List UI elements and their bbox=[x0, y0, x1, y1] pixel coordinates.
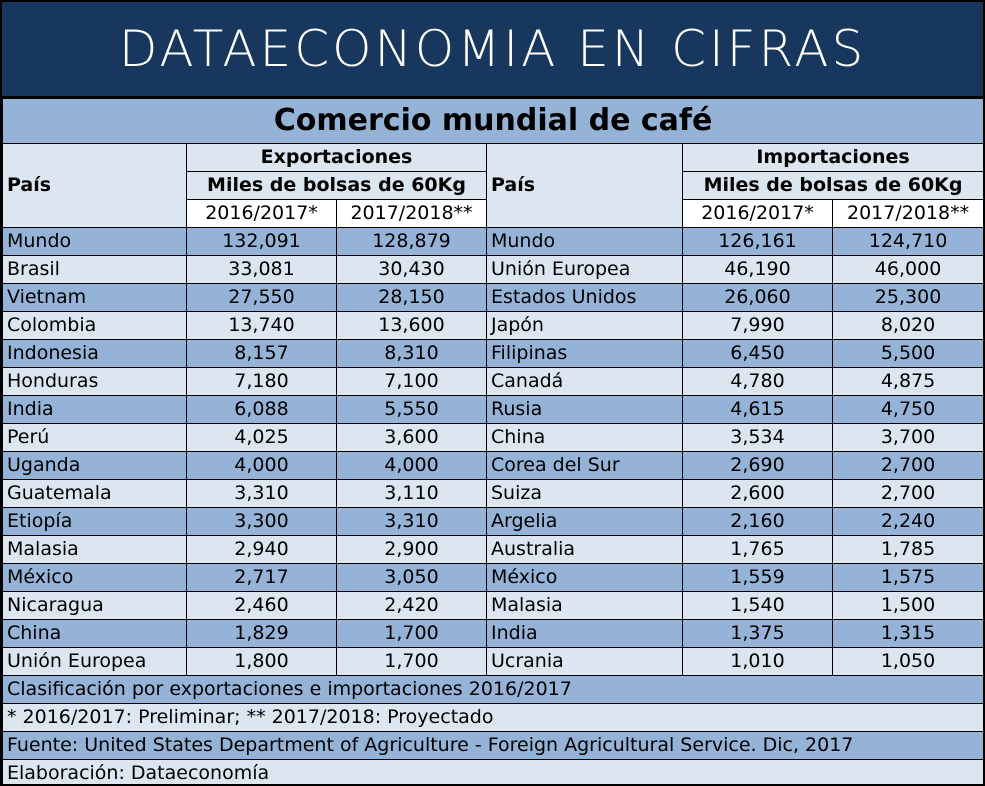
import-2017-cell: 124,710 bbox=[833, 228, 984, 256]
title-row bbox=[3, 99, 984, 144]
export-2017-cell: 30,430 bbox=[337, 256, 487, 284]
export-2017-cell: 3,310 bbox=[337, 508, 487, 536]
import-2017-cell: 1,785 bbox=[833, 536, 984, 564]
exports-unit-header: Miles de bolsas de 60Kg bbox=[187, 172, 487, 200]
export-country-cell: India bbox=[3, 396, 187, 424]
export-2016-cell: 8,157 bbox=[187, 340, 337, 368]
export-2016-cell: 2,460 bbox=[187, 592, 337, 620]
export-2017-cell: 1,700 bbox=[337, 648, 487, 676]
import-country-cell: Canadá bbox=[487, 368, 683, 396]
note-row bbox=[3, 704, 984, 732]
export-2016-cell: 33,081 bbox=[187, 256, 337, 284]
import-country-cell: Mundo bbox=[487, 228, 683, 256]
import-2016-cell: 1,559 bbox=[683, 564, 833, 592]
export-2017-cell: 13,600 bbox=[337, 312, 487, 340]
import-2016-cell: 26,060 bbox=[683, 284, 833, 312]
table-row bbox=[3, 536, 984, 564]
export-2016-cell: 1,829 bbox=[187, 620, 337, 648]
import-2016-cell: 1,540 bbox=[683, 592, 833, 620]
export-2017-cell: 3,110 bbox=[337, 480, 487, 508]
import-country-cell: Ucrania bbox=[487, 648, 683, 676]
export-country-cell: Brasil bbox=[3, 256, 187, 284]
table-row bbox=[3, 564, 984, 592]
export-2016-cell: 2,940 bbox=[187, 536, 337, 564]
export-country-cell: Vietnam bbox=[3, 284, 187, 312]
note-text: Elaboración: Dataeconomía bbox=[3, 760, 984, 786]
coffee-trade-table bbox=[2, 98, 984, 786]
export-2017-cell: 128,879 bbox=[337, 228, 487, 256]
import-2016-cell: 6,450 bbox=[683, 340, 833, 368]
import-2016-cell: 2,160 bbox=[683, 508, 833, 536]
export-2016-cell: 1,800 bbox=[187, 648, 337, 676]
export-2017-cell: 5,550 bbox=[337, 396, 487, 424]
import-2016-cell: 1,765 bbox=[683, 536, 833, 564]
note-row bbox=[3, 760, 984, 786]
import-country-cell: Filipinas bbox=[487, 340, 683, 368]
export-2017-cell: 7,100 bbox=[337, 368, 487, 396]
export-2016-cell: 3,310 bbox=[187, 480, 337, 508]
table-row bbox=[3, 396, 984, 424]
export-2016-cell: 4,000 bbox=[187, 452, 337, 480]
note-row bbox=[3, 676, 984, 704]
export-country-cell: Honduras bbox=[3, 368, 187, 396]
export-2017-cell: 2,900 bbox=[337, 536, 487, 564]
export-2016-cell: 6,088 bbox=[187, 396, 337, 424]
imports-year2-header: 2017/2018** bbox=[833, 200, 984, 228]
import-2016-cell: 126,161 bbox=[683, 228, 833, 256]
import-2016-cell: 2,690 bbox=[683, 452, 833, 480]
export-country-cell: Perú bbox=[3, 424, 187, 452]
table-row bbox=[3, 312, 984, 340]
import-country-cell: México bbox=[487, 564, 683, 592]
import-2016-cell: 2,600 bbox=[683, 480, 833, 508]
import-2017-cell: 1,500 bbox=[833, 592, 984, 620]
import-country-cell: Argelia bbox=[487, 508, 683, 536]
export-2017-cell: 2,420 bbox=[337, 592, 487, 620]
import-country-cell: India bbox=[487, 620, 683, 648]
import-2017-cell: 2,240 bbox=[833, 508, 984, 536]
export-2016-cell: 7,180 bbox=[187, 368, 337, 396]
import-country-cell: Unión Europea bbox=[487, 256, 683, 284]
exports-year1-header: 2016/2017* bbox=[187, 200, 337, 228]
import-2017-cell: 5,500 bbox=[833, 340, 984, 368]
import-2017-cell: 2,700 bbox=[833, 452, 984, 480]
table-row bbox=[3, 340, 984, 368]
table-body bbox=[3, 99, 984, 786]
export-2017-cell: 1,700 bbox=[337, 620, 487, 648]
imports-unit-header: Miles de bolsas de 60Kg bbox=[683, 172, 984, 200]
import-2016-cell: 1,010 bbox=[683, 648, 833, 676]
imports-year1-header: 2016/2017* bbox=[683, 200, 833, 228]
table-row bbox=[3, 424, 984, 452]
import-country-cell: Rusia bbox=[487, 396, 683, 424]
exports-year2-header: 2017/2018** bbox=[337, 200, 487, 228]
export-country-cell: Malasia bbox=[3, 536, 187, 564]
table-row bbox=[3, 452, 984, 480]
import-2017-cell: 1,050 bbox=[833, 648, 984, 676]
table-row bbox=[3, 508, 984, 536]
export-2017-cell: 8,310 bbox=[337, 340, 487, 368]
export-2016-cell: 132,091 bbox=[187, 228, 337, 256]
import-2016-cell: 4,780 bbox=[683, 368, 833, 396]
table-row bbox=[3, 284, 984, 312]
export-country-cell: Etiopía bbox=[3, 508, 187, 536]
import-2017-cell: 46,000 bbox=[833, 256, 984, 284]
note-text: Fuente: United States Department of Agriculture - Foreign Agricultural Service. Dic, 2017 bbox=[3, 732, 984, 760]
export-country-cell: Unión Europea bbox=[3, 648, 187, 676]
export-country-cell: China bbox=[3, 620, 187, 648]
import-2017-cell: 3,700 bbox=[833, 424, 984, 452]
table-row bbox=[3, 368, 984, 396]
table-title: Comercio mundial de café bbox=[3, 99, 984, 144]
export-2016-cell: 3,300 bbox=[187, 508, 337, 536]
table-row bbox=[3, 620, 984, 648]
export-country-cell: Indonesia bbox=[3, 340, 187, 368]
import-2017-cell: 4,750 bbox=[833, 396, 984, 424]
export-2017-cell: 3,050 bbox=[337, 564, 487, 592]
import-2016-cell: 1,375 bbox=[683, 620, 833, 648]
import-2016-cell: 4,615 bbox=[683, 396, 833, 424]
exports-header: Exportaciones bbox=[187, 144, 487, 172]
table-row bbox=[3, 648, 984, 676]
export-2016-cell: 2,717 bbox=[187, 564, 337, 592]
export-country-cell: Uganda bbox=[3, 452, 187, 480]
import-2017-cell: 8,020 bbox=[833, 312, 984, 340]
import-2017-cell: 1,315 bbox=[833, 620, 984, 648]
export-2017-cell: 28,150 bbox=[337, 284, 487, 312]
note-row bbox=[3, 732, 984, 760]
import-country-cell: China bbox=[487, 424, 683, 452]
export-2016-cell: 13,740 bbox=[187, 312, 337, 340]
table-row bbox=[3, 256, 984, 284]
export-country-cell: Nicaragua bbox=[3, 592, 187, 620]
note-text: Clasificación por exportaciones e importaciones 2016/2017 bbox=[3, 676, 984, 704]
import-2016-cell: 3,534 bbox=[683, 424, 833, 452]
note-text: * 2016/2017: Preliminar; ** 2017/2018: Proyectado bbox=[3, 704, 984, 732]
import-country-cell: Corea del Sur bbox=[487, 452, 683, 480]
import-2017-cell: 25,300 bbox=[833, 284, 984, 312]
banner-title: DATAECONOMIA EN CIFRAS bbox=[118, 20, 867, 78]
table-row bbox=[3, 228, 984, 256]
exports-country-header: País bbox=[3, 144, 187, 228]
export-2017-cell: 4,000 bbox=[337, 452, 487, 480]
export-country-cell: Guatemala bbox=[3, 480, 187, 508]
import-2017-cell: 2,700 bbox=[833, 480, 984, 508]
export-2016-cell: 4,025 bbox=[187, 424, 337, 452]
header-row-1 bbox=[3, 144, 984, 172]
table-row bbox=[3, 480, 984, 508]
import-2016-cell: 7,990 bbox=[683, 312, 833, 340]
banner bbox=[2, 2, 983, 98]
import-country-cell: Suiza bbox=[487, 480, 683, 508]
import-2017-cell: 1,575 bbox=[833, 564, 984, 592]
export-country-cell: Mundo bbox=[3, 228, 187, 256]
import-2017-cell: 4,875 bbox=[833, 368, 984, 396]
import-country-cell: Japón bbox=[487, 312, 683, 340]
export-2017-cell: 3,600 bbox=[337, 424, 487, 452]
import-country-cell: Malasia bbox=[487, 592, 683, 620]
import-country-cell: Australia bbox=[487, 536, 683, 564]
import-2016-cell: 46,190 bbox=[683, 256, 833, 284]
export-country-cell: Colombia bbox=[3, 312, 187, 340]
imports-country-header: País bbox=[487, 144, 683, 228]
import-country-cell: Estados Unidos bbox=[487, 284, 683, 312]
table-row bbox=[3, 592, 984, 620]
imports-header: Importaciones bbox=[683, 144, 984, 172]
export-country-cell: México bbox=[3, 564, 187, 592]
export-2016-cell: 27,550 bbox=[187, 284, 337, 312]
